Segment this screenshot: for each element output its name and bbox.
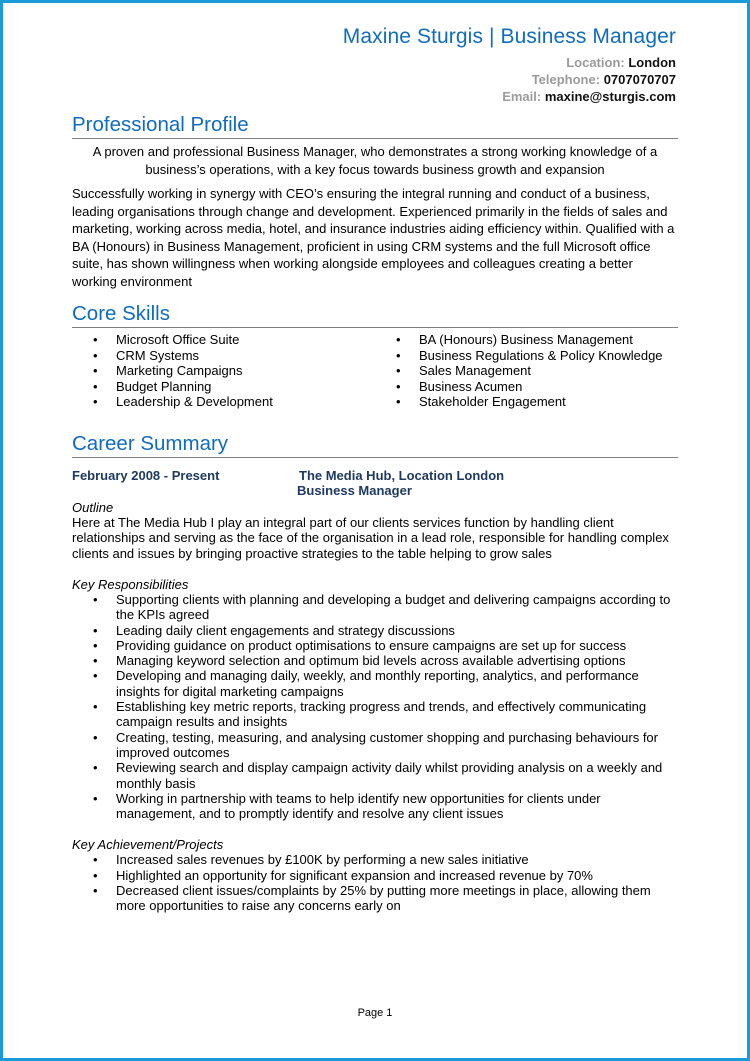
job-company-block: [299, 468, 504, 498]
list-item: • Developing and managing daily, weekly, and monthly reporting, analytics, and performance insights for digital marketing campaigns: [72, 668, 678, 699]
list-item: • Establishing key metric reports, tracking progress and trends, and effectively communicating campaign results and insights: [72, 699, 678, 730]
job-role: Business Manager: [297, 482, 412, 498]
achievements-label: Key Achievement/Projects: [72, 837, 224, 853]
location-line: [72, 54, 676, 71]
skill-item: • Business Acumen: [375, 379, 678, 395]
job-header: [72, 468, 678, 498]
page-number: Page 1: [357, 1007, 393, 1019]
list-item: • Leading daily client engagements and strategy discussions: [72, 623, 678, 638]
list-item: • Managing keyword selection and optimum bid levels across available advertising options: [72, 653, 678, 668]
skills-right-column: [375, 332, 678, 410]
list-item: • Decreased client issues/complaints by 25% by putting more meetings in place, allowing them more opportunities to raise any concerns early on: [72, 883, 678, 914]
job-date: February 2008 - Present: [72, 467, 220, 483]
list-item: • Reviewing search and display campaign activity daily whilst providing analysis on a weekly and monthly basis: [72, 760, 678, 791]
skill-item: • Leadership & Development: [72, 394, 375, 410]
skill-item: • Marketing Campaigns: [72, 363, 375, 379]
skill-item: • Business Regulations & Policy Knowledge: [375, 348, 678, 364]
telephone-label: Telephone:: [531, 72, 601, 87]
career-heading: Career Summary: [72, 432, 678, 458]
list-item: • Creating, testing, measuring, and analysing customer shopping and purchasing behaviours for improved outcomes: [72, 730, 678, 761]
profile-heading: Professional Profile: [72, 113, 678, 139]
email-line: [72, 88, 676, 105]
responsibilities-list: [72, 592, 678, 821]
list-item: • Supporting clients with planning and developing a budget and delivering campaigns according to the KPIs agreed: [72, 592, 678, 623]
name-title: Maxine Sturgis | Business Manager: [342, 25, 676, 48]
list-item: • Increased sales revenues by £100K by performing a new sales initiative: [72, 852, 678, 867]
outline-text: Here at The Media Hub I play an integral part of our clients services function by handling client relationships and serving as the face of the organisation in a lead role, responsible for handling complex clients and issues by bringing proactive strategies to the table helping to grow sales: [72, 514, 669, 561]
location-label: Location:: [566, 55, 625, 70]
skill-item: • Microsoft Office Suite: [72, 332, 375, 348]
telephone-value: 0707070707: [603, 72, 676, 87]
list-item: • Providing guidance on product optimisations to ensure campaigns are set up for success: [72, 638, 678, 653]
list-item: • Working in partnership with teams to help identify new opportunities for clients under management, and to promptly identify and resolve any client issues: [72, 791, 678, 822]
email-label: Email:: [502, 89, 542, 104]
skill-item: • Sales Management: [375, 363, 678, 379]
contact-block: [72, 54, 678, 105]
outline-label: Outline: [72, 499, 114, 515]
skills-list: [72, 332, 678, 410]
skill-item: • Stakeholder Engagement: [375, 394, 678, 410]
telephone-line: [72, 71, 676, 88]
profile-summary: A proven and professional Business Manager, who demonstrates a strong working knowledge of a business’s operations, with a key focus towards business growth and expansion: [92, 144, 658, 177]
achievements-list: [72, 852, 678, 913]
skill-item: • BA (Honours) Business Management: [375, 332, 678, 348]
email-value: maxine@sturgis.com: [544, 89, 676, 104]
list-item: • Highlighted an opportunity for significant expansion and increased revenue by 70%: [72, 868, 678, 883]
skills-heading: Core Skills: [72, 302, 678, 328]
skill-item: • CRM Systems: [72, 348, 375, 364]
responsibilities-label: Key Responsibilities: [72, 577, 189, 592]
skills-left-column: [72, 332, 375, 410]
profile-body: Successfully working in synergy with CEO’s ensuring the integral running and conduct of a business, leading organisations through change and development. Experienced primarily in the fields of sales and marketing, working across media, hotel, and insurance industries aiding efficiency within. Qualified with a BA (Honours) in Business Management, proficient in using CRM systems and the full Microsoft office suite, has shown willingness when working alongside employees and colleagues creating a better working environment: [72, 186, 675, 289]
skill-item: • Budget Planning: [72, 379, 375, 395]
job-company: The Media Hub, Location London: [299, 467, 505, 483]
location-value: London: [628, 55, 676, 70]
